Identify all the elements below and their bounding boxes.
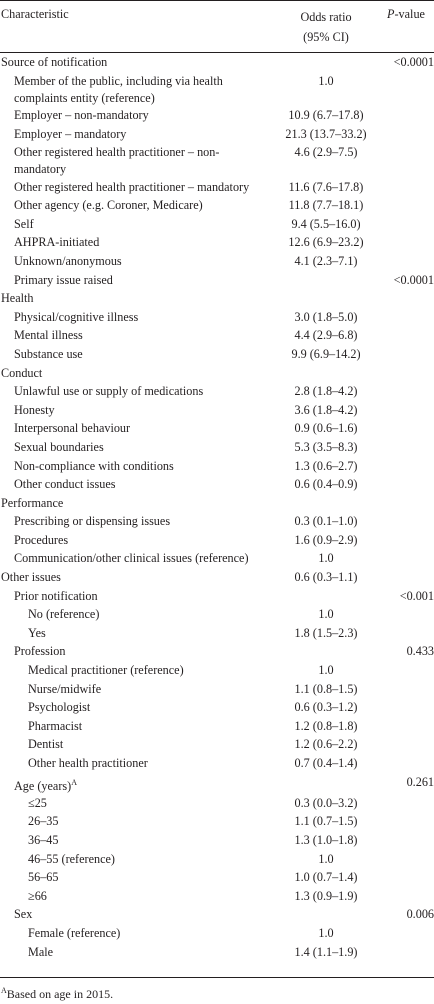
- table-row: [0, 216, 434, 235]
- row-characteristic-text: Employer – non-mandatory: [14, 108, 149, 122]
- row-characteristic-text: Prior notification: [14, 588, 98, 603]
- row-characteristic: [0, 681, 271, 698]
- row-odds-ratio: 3.6 (1.8–4.2): [294, 402, 358, 417]
- row-characteristic: [0, 774, 271, 795]
- table-row: [0, 495, 434, 514]
- table-row: [0, 832, 434, 851]
- table-row: [0, 795, 434, 814]
- table-row: [0, 550, 434, 569]
- row-odds-ratio: 0.6 (0.4–0.9): [294, 477, 358, 492]
- row-characteristic: [0, 588, 271, 605]
- row-characteristic-text: 36–45: [28, 833, 59, 848]
- table-row: [0, 513, 434, 532]
- row-characteristic-text: Interpersonal behaviour: [14, 421, 131, 436]
- row-pvalue: <0.0001: [393, 55, 434, 69]
- row-characteristic: [0, 925, 271, 942]
- row-odds-ratio: 0.3 (0.1–1.0): [294, 514, 358, 529]
- header-pvalue: [378, 7, 434, 22]
- table-row: [0, 179, 434, 198]
- row-characteristic: [0, 234, 271, 251]
- row-odds-ratio: 0.3 (0.0–3.2): [294, 795, 358, 810]
- row-characteristic: [0, 107, 271, 124]
- row-characteristic: [0, 888, 271, 905]
- table-row: [0, 569, 434, 588]
- row-characteristic-text: No (reference): [28, 607, 100, 622]
- row-odds-ratio: 1.8 (1.5–2.3): [294, 625, 358, 640]
- footnote-text: Based on age in 2015.: [6, 987, 114, 1001]
- table-row: [0, 476, 434, 495]
- row-odds-ratio: 1.6 (0.9–2.9): [294, 532, 358, 547]
- table-row: [0, 944, 434, 963]
- table-row: [0, 234, 434, 253]
- row-characteristic-text: Prescribing or dispensing issues: [14, 514, 171, 529]
- row-characteristic-text: Other health practitioner: [28, 756, 148, 770]
- row-characteristic-text: Employer – mandatory: [14, 126, 127, 141]
- row-characteristic: [0, 476, 271, 493]
- row-characteristic-text: Nurse/midwife: [28, 681, 102, 696]
- row-characteristic-text: 26–35: [28, 814, 59, 829]
- row-characteristic-text: Communication/other clinical issues (reference): [14, 551, 249, 566]
- row-odds-ratio: 5.3 (3.5–8.3): [294, 439, 358, 454]
- row-characteristic: [0, 495, 271, 512]
- row-characteristic-text: Self: [14, 216, 34, 231]
- row-odds-ratio: 1.1 (0.8–1.5): [294, 681, 358, 696]
- row-characteristic: [0, 532, 271, 549]
- table-row: [0, 383, 434, 402]
- row-characteristic-text: Other registered health practitioner – mandatory: [14, 179, 250, 194]
- row-characteristic-text: Pharmacist: [28, 718, 83, 733]
- row-characteristic: [0, 290, 271, 307]
- row-odds-ratio: 1.0: [318, 607, 334, 622]
- row-odds-ratio: 2.8 (1.8–4.2): [294, 384, 358, 399]
- row-odds-ratio: 3.0 (1.8–5.0): [294, 309, 358, 324]
- table-row: [0, 851, 434, 870]
- table-row: [0, 402, 434, 421]
- row-odds-ratio: 21.3 (13.7–33.2): [285, 126, 367, 141]
- row-characteristic: [0, 73, 271, 107]
- row-characteristic: [0, 795, 271, 812]
- row-characteristic-text: Health: [1, 291, 34, 306]
- row-odds-ratio: 9.4 (5.5–16.0): [291, 216, 361, 231]
- row-odds-ratio: 0.6 (0.3–1.1): [294, 570, 358, 585]
- row-characteristic-text: Mental illness: [14, 328, 83, 343]
- table-row: [0, 813, 434, 832]
- table-row: [0, 606, 434, 625]
- row-pvalue: <0.001: [399, 588, 434, 603]
- table-row: [0, 869, 434, 888]
- row-characteristic: [0, 662, 271, 679]
- row-characteristic-text: Procedures: [14, 532, 69, 547]
- row-odds-ratio: 1.0: [318, 926, 334, 941]
- row-characteristic: [0, 736, 271, 753]
- row-characteristic: [0, 643, 271, 660]
- header-odds-ratio-line1: Odds ratio: [300, 10, 352, 24]
- row-characteristic: [0, 699, 271, 716]
- row-characteristic-text: Male: [28, 944, 54, 959]
- row-characteristic-text: Conduct: [1, 365, 43, 380]
- header-rule: [0, 52, 434, 53]
- row-characteristic-text: Dentist: [28, 737, 64, 752]
- row-characteristic: [0, 54, 271, 71]
- row-characteristic: [0, 906, 271, 923]
- row-characteristic-text: ≥66: [28, 888, 47, 903]
- table-row: [0, 699, 434, 718]
- bottom-rule: [0, 977, 434, 978]
- row-characteristic: [0, 813, 271, 830]
- row-characteristic: [0, 832, 271, 849]
- row-odds-ratio: 9.9 (6.9–14.2): [291, 346, 361, 361]
- table-row: [0, 439, 434, 458]
- table-row: [0, 365, 434, 384]
- row-characteristic: [0, 309, 271, 326]
- row-characteristic-text: Source of notification: [1, 55, 108, 69]
- row-odds-ratio: 1.3 (0.9–1.9): [294, 888, 358, 903]
- row-characteristic-text: Other registered health practitioner – non-mandatory: [14, 145, 220, 177]
- table-row: [0, 327, 434, 346]
- header-odds-ratio-line2: (95% CI): [303, 30, 349, 44]
- row-characteristic: [0, 420, 271, 437]
- table-row: [0, 588, 434, 607]
- row-odds-ratio: 1.0: [318, 663, 334, 678]
- table-row: [0, 736, 434, 755]
- row-pvalue: <0.0001: [393, 272, 434, 287]
- table-row: [0, 532, 434, 551]
- row-characteristic-text: Sex: [14, 907, 33, 922]
- table-row: [0, 253, 434, 272]
- table-row: [0, 643, 434, 662]
- row-odds-ratio: 0.9 (0.6–1.6): [294, 421, 358, 436]
- table-row: [0, 458, 434, 477]
- row-characteristic: [0, 179, 271, 196]
- row-characteristic: [0, 346, 271, 363]
- row-pvalue: 0.433: [406, 644, 434, 659]
- row-characteristic: [0, 569, 271, 586]
- header-pvalue-suffix: -value: [394, 7, 425, 21]
- row-characteristic-text: Other conduct issues: [14, 477, 116, 492]
- row-characteristic-text: Substance use: [14, 346, 83, 361]
- row-characteristic-text: Medical practitioner (reference): [28, 663, 184, 678]
- row-characteristic: [0, 327, 271, 344]
- row-characteristic-text: Member of the public, including via health complaints entity (reference): [14, 73, 223, 105]
- row-characteristic: [0, 718, 271, 735]
- table-row: [0, 925, 434, 944]
- row-odds-ratio: 1.1 (0.7–1.5): [294, 814, 358, 829]
- row-characteristic: [0, 944, 271, 961]
- row-characteristic: [0, 550, 271, 567]
- header-odds-ratio: [278, 7, 374, 47]
- row-odds-ratio: 0.6 (0.3–1.2): [294, 700, 358, 715]
- table-row: [0, 774, 434, 795]
- row-characteristic-text: Sexual boundaries: [14, 439, 104, 454]
- row-characteristic: [0, 755, 271, 772]
- row-characteristic: [0, 439, 271, 456]
- table-row: [0, 197, 434, 216]
- table-row: [0, 290, 434, 309]
- table-body: [0, 54, 434, 962]
- row-characteristic-text: ≤25: [28, 795, 47, 810]
- footnote-ref: A: [71, 777, 77, 787]
- row-characteristic: [0, 216, 271, 233]
- row-odds-ratio: 4.4 (2.9–6.8): [294, 328, 358, 343]
- row-odds-ratio: 4.6 (2.9–7.5): [294, 145, 358, 160]
- table-row: [0, 625, 434, 644]
- table-row: [0, 126, 434, 145]
- row-characteristic: [0, 851, 271, 868]
- row-odds-ratio: 1.0: [318, 851, 334, 866]
- row-odds-ratio: 1.4 (1.1–1.9): [294, 944, 358, 959]
- table-header: [0, 3, 434, 49]
- row-characteristic-text: 56–65: [28, 870, 59, 885]
- row-characteristic: [0, 606, 271, 623]
- row-characteristic-text: Female (reference): [28, 926, 121, 941]
- row-characteristic-text: Age (years): [14, 778, 72, 793]
- row-odds-ratio: 1.0: [318, 551, 334, 566]
- row-characteristic-text: AHPRA-initiated: [14, 235, 100, 250]
- table-footnote: [1, 986, 113, 1002]
- row-characteristic-text: Physical/cognitive illness: [14, 309, 139, 324]
- row-characteristic: [0, 253, 271, 270]
- row-odds-ratio: 11.6 (7.6–17.8): [288, 179, 364, 194]
- row-characteristic-text: 46–55 (reference): [28, 851, 115, 866]
- row-odds-ratio: 1.2 (0.8–1.8): [294, 718, 358, 733]
- row-odds-ratio: 0.7 (0.4–1.4): [294, 756, 358, 770]
- table-row: [0, 309, 434, 328]
- row-characteristic-text: Psychologist: [28, 700, 91, 715]
- table-row: [0, 346, 434, 365]
- row-characteristic: [0, 402, 271, 419]
- row-odds-ratio: 10.9 (6.7–17.8): [288, 108, 364, 122]
- row-pvalue: 0.261: [406, 774, 434, 789]
- table-row: [0, 888, 434, 907]
- row-odds-ratio: 1.2 (0.6–2.2): [294, 737, 358, 752]
- row-characteristic: [0, 272, 271, 289]
- row-odds-ratio: 1.0 (0.7–1.4): [294, 870, 358, 885]
- row-pvalue: 0.006: [406, 907, 434, 922]
- row-characteristic-text: Performance: [1, 495, 64, 510]
- row-characteristic-text: Unknown/anonymous: [14, 253, 122, 268]
- table-row: [0, 73, 434, 107]
- top-rule: [0, 0, 434, 1]
- row-odds-ratio: 12.6 (6.9–23.2): [288, 235, 364, 250]
- row-characteristic-text: Profession: [14, 644, 66, 659]
- row-characteristic-text: Yes: [28, 625, 46, 640]
- table-row: [0, 662, 434, 681]
- row-characteristic-text: Honesty: [14, 402, 55, 417]
- row-odds-ratio: 11.8 (7.7–18.1): [288, 198, 364, 213]
- table-row: [0, 54, 434, 73]
- row-characteristic: [0, 144, 271, 178]
- table-row: [0, 681, 434, 700]
- row-characteristic-text: Unlawful use or supply of medications: [14, 384, 204, 399]
- row-characteristic-text: Primary issue raised: [14, 272, 113, 287]
- row-characteristic-text: Other agency (e.g. Coroner, Medicare): [14, 198, 203, 213]
- row-characteristic-text: Non-compliance with conditions: [14, 458, 174, 473]
- row-odds-ratio: 1.3 (0.6–2.7): [294, 458, 358, 473]
- table-row: [0, 420, 434, 439]
- row-characteristic: [0, 197, 271, 214]
- row-characteristic-text: Other issues: [1, 570, 61, 585]
- header-characteristic: Characteristic: [1, 7, 69, 21]
- table-row: [0, 272, 434, 291]
- row-characteristic: [0, 365, 271, 382]
- table-row: [0, 906, 434, 925]
- table-row: [0, 107, 434, 126]
- table-row: [0, 718, 434, 737]
- row-odds-ratio: 1.3 (1.0–1.8): [294, 833, 358, 848]
- header-pvalue-p: P: [387, 7, 395, 21]
- footnote-marker: A: [1, 986, 7, 995]
- row-characteristic: [0, 126, 271, 143]
- row-odds-ratio: 4.1 (2.3–7.1): [294, 253, 358, 268]
- row-characteristic: [0, 869, 271, 886]
- table-row: [0, 144, 434, 178]
- row-characteristic: [0, 383, 271, 400]
- table-row: [0, 755, 434, 774]
- row-characteristic: [0, 625, 271, 642]
- row-characteristic: [0, 513, 271, 530]
- row-odds-ratio: 1.0: [318, 73, 334, 88]
- row-characteristic: [0, 458, 271, 475]
